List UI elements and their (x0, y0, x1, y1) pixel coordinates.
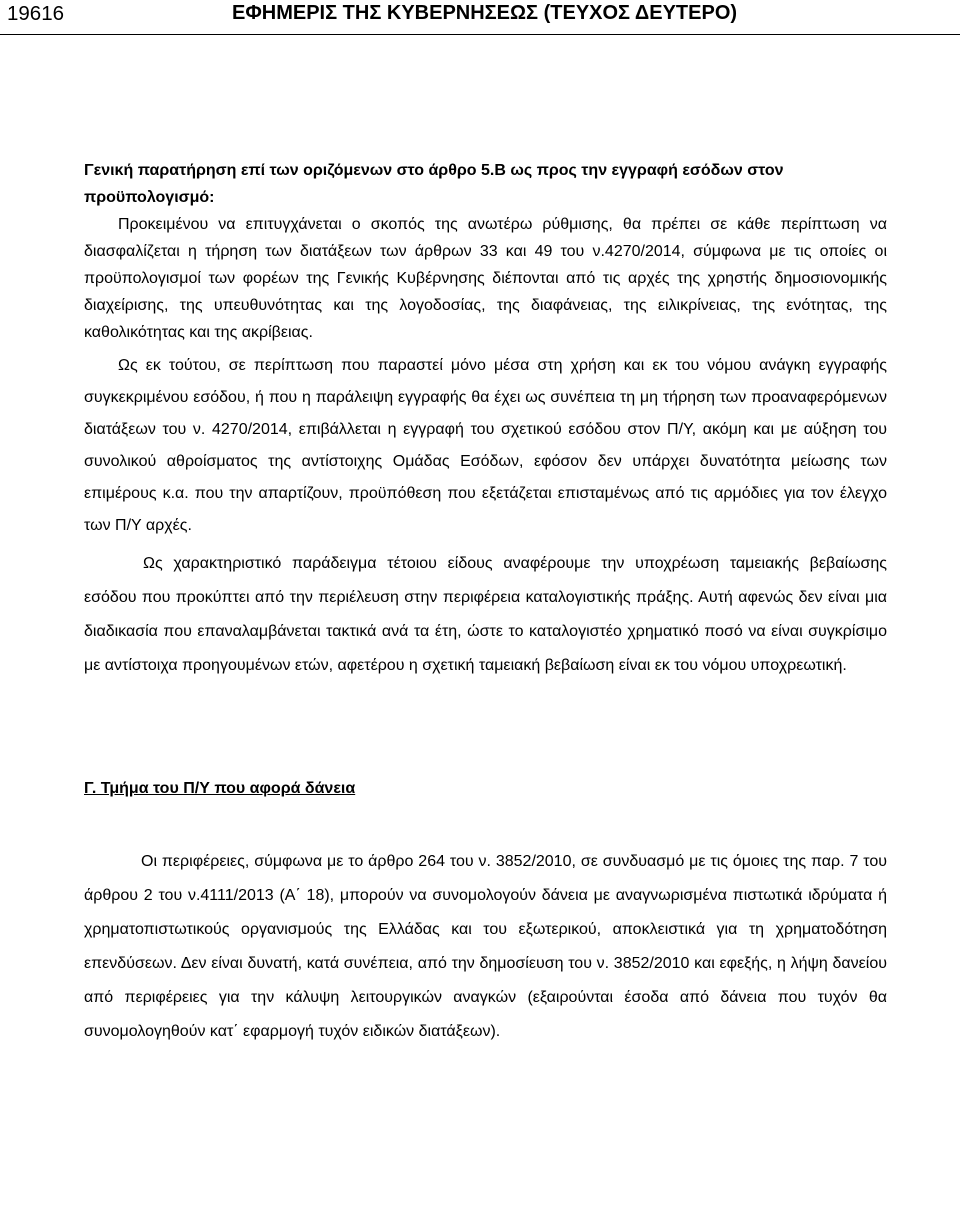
gazette-title: ΕΦΗΜΕΡΙΣ ΤΗΣ ΚΥΒΕΡΝΗΣΕΩΣ (ΤΕΥΧΟΣ ΔΕΥΤΕΡΟ) (232, 2, 738, 24)
page-number: 19616 (7, 2, 65, 25)
paragraph-example: Ως χαρακτηριστικό παράδειγμα τέτοιου είδους αναφέρουμε την υποχρέωση ταμειακής βεβαίωσης εσόδου που προκύπτει από την περιέλευση στην περιφέρεια καταλογιστικής πράξης. Αυτή αφενώς δεν είναι μια διαδικασία που επαναλαμβάνεται τακτικά ανά τα έτη, ώστε το καταλογιστέο χρηματικό ποσό να είναι συγκρίσιμο με αντίστοιχα προηγουμένων ετών, αφετέρου η σχετική ταμειακή βεβαίωση είναι εκ του νόμου υποχρεωτική. (84, 555, 887, 674)
paragraph-loans: Οι περιφέρειες, σύμφωνα με το άρθρο 264 του ν. 3852/2010, σε συνδυασμό με τις όμοιες της παρ. 7 του άρθρου 2 του ν.4111/2013 (Α΄ 18), μπορούν να συνομολογούν δάνεια με αναγνωρισμένα πιστωτικά ιδρύματα ή χρηματοπιστωτικούς οργανισμούς της Ελλάδας και του εξωτερικού, αποκλειστικά για τη χρηματοδότηση επενδύσεων. Δεν είναι δυνατή, κατά συνέπεια, από την δημοσίευση του ν. 3852/2010 και εφεξής, η λήψη δανείου από περιφέρειες για την κάλυψη λειτουργικών αναγκών (εξαιρούνται έσοδα από δάνεια που τυχόν θα συνομολογηθούν κατ΄ εφαρμογή τυχόν ειδικών διατάξεων). (84, 853, 887, 1040)
page-header (0, 0, 960, 35)
general-remark-heading: Γενική παρατήρηση επί των οριζόμενων στο άρθρο 5.Β ως προς την εγγραφή εσόδων στον προϋπολογισμό: (84, 162, 784, 206)
document-body (84, 157, 887, 1049)
paragraph-budget-principles: Προκειμένου να επιτυγχάνεται ο σκοπός της ανωτέρω ρύθμισης, θα πρέπει σε κάθε περίπτωση να διασφαλίζεται η τήρηση των διατάξεων των άρθρων 33 και 49 του ν.4270/2014, σύμφωνα με τις οποίες οι προϋπολογισμοί των φορέων της Γενικής Κυβέρνησης διέπονται από τις αρχές της χρηστής δημοσιονομικής διαχείρισης, της υπευθυνότητας και της λογοδοσίας, της διαφάνειας, της ειλικρίνειας, της ενότητας, της καθολικότητας και της ακρίβειας. (84, 216, 887, 341)
paragraph-revenue-entry: Ως εκ τούτου, σε περίπτωση που παραστεί μόνο μέσα στη χρήση και εκ του νόμου ανάγκη εγγραφής συγκεκριμένου εσόδου, ή που η παράλειψη εγγραφής θα έχει ως συνέπεια τη μη τήρηση των προαναφερόμενων διατάξεων του ν. 4270/2014, επιβάλλεται η εγγραφή του σχετικού εσόδου στον Π/Υ, ακόμη και με αύξηση του συνολικού αθροίσματος της αντίστοιχης Ομάδας Εσόδων, εφόσον δεν υπάρχει δυνατότητα μείωσης των επιμέρους κ.α. που την απαρτίζουν, προϋπόθεση που εξετάζεται επισταμένως από τις αρμόδιες για τον έλεγχο των Π/Υ αρχές. (84, 357, 887, 534)
section-title-loans: Γ. Τμήμα του Π/Υ που αφορά δάνεια (84, 780, 356, 797)
